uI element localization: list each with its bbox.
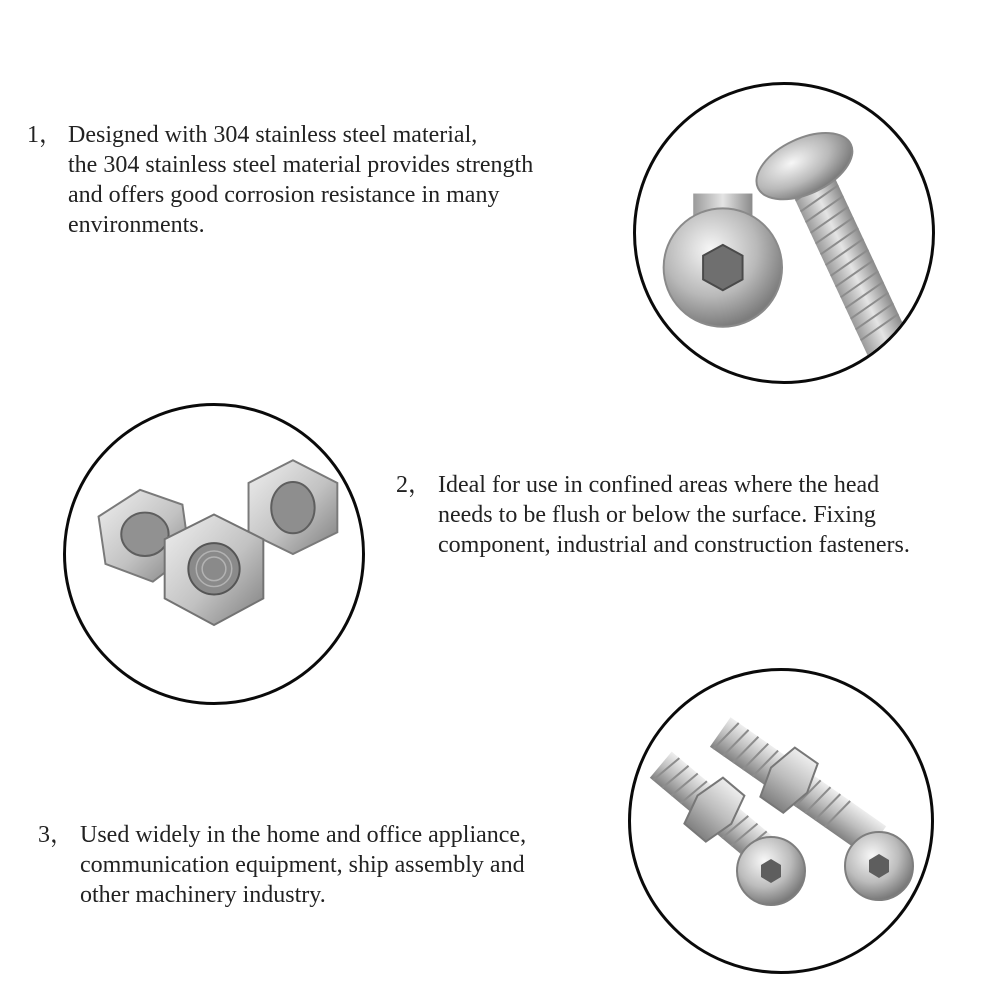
feature-1-number: 1， bbox=[27, 122, 63, 148]
feature-1-line: the 304 stainless steel material provides strength bbox=[68, 152, 534, 178]
feature-2-text bbox=[438, 470, 910, 560]
hex-nut-icon bbox=[66, 406, 362, 702]
feature-3-line: Used widely in the home and office appliance, bbox=[80, 822, 527, 848]
nut-image-circle bbox=[63, 403, 365, 705]
feature-2-line: Ideal for use in confined areas where the head bbox=[438, 472, 880, 498]
feature-2-line: needs to be flush or below the surface. Fixing bbox=[438, 502, 876, 528]
feature-3-line: other machinery industry. bbox=[80, 882, 326, 908]
feature-2-number: 2， bbox=[396, 472, 432, 498]
feature-1-text bbox=[68, 120, 533, 240]
feature-1-line: and offers good corrosion resistance in many bbox=[68, 182, 500, 208]
feature-3 bbox=[0, 820, 620, 920]
bolt-and-nut-assembly-icon bbox=[631, 671, 931, 971]
feature-1 bbox=[0, 120, 620, 250]
feature-1-line: Designed with 304 stainless steel material, bbox=[68, 122, 478, 148]
feature-2-line: component, industrial and construction fasteners. bbox=[438, 532, 910, 558]
feature-3-line: communication equipment, ship assembly and bbox=[80, 852, 525, 878]
feature-1-line: environments. bbox=[68, 212, 205, 238]
feature-3-number: 3， bbox=[38, 822, 74, 848]
button-head-bolt-icon bbox=[636, 85, 932, 381]
bolt-image-circle bbox=[633, 82, 935, 384]
feature-3-text bbox=[80, 820, 526, 910]
feature-2 bbox=[390, 470, 990, 570]
assembly-image-circle bbox=[628, 668, 934, 974]
